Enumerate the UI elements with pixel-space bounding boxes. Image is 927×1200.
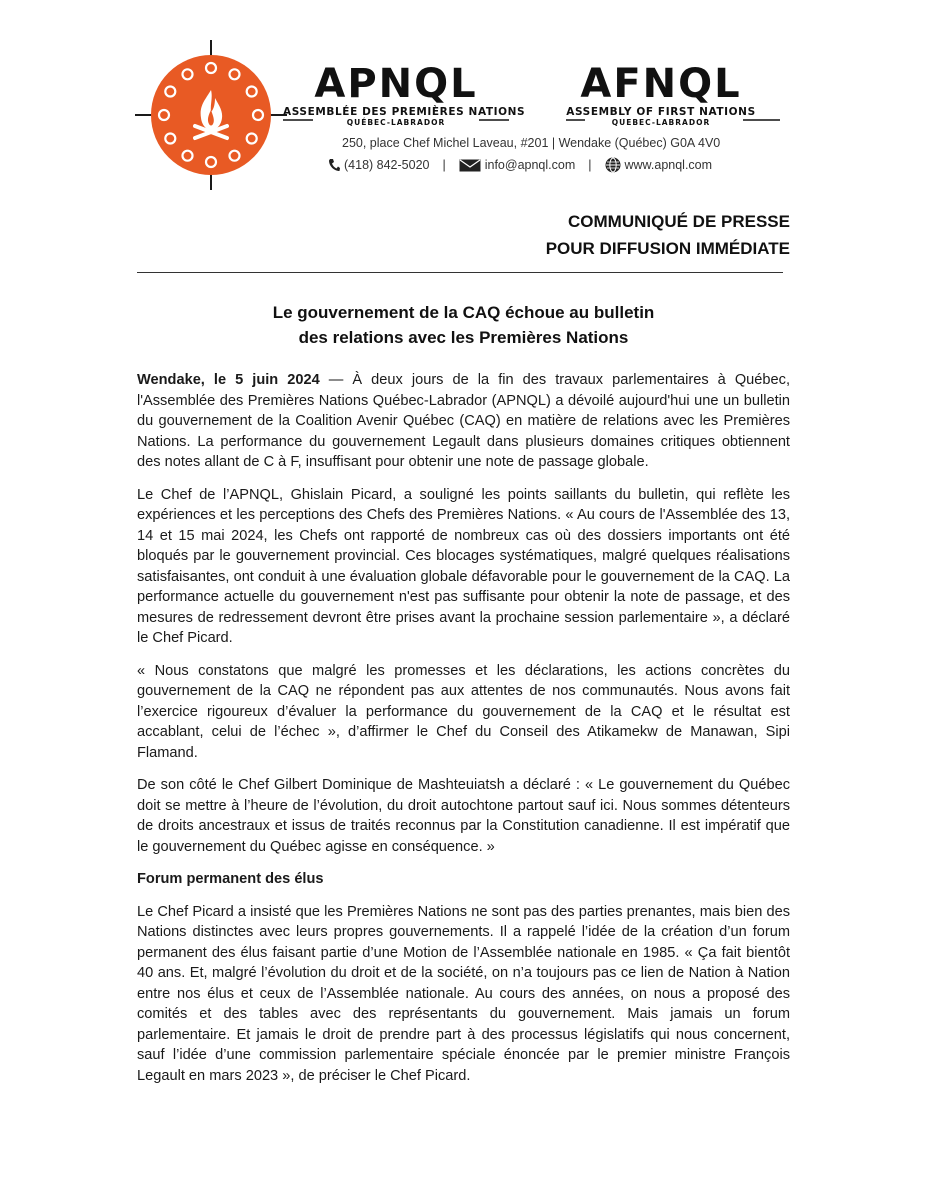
org-line1-fr: ASSEMBLÉE DES PREMIÈRES NATIONS bbox=[283, 106, 526, 118]
org-line2-fr: QUÉBEC-LABRADOR bbox=[346, 118, 446, 127]
separator: | bbox=[588, 158, 592, 172]
address: 250, place Chef Michel Laveau, #201 | Wendake (Québec) G0A 4V0 bbox=[342, 136, 721, 150]
headline bbox=[137, 300, 790, 350]
body-text bbox=[137, 370, 790, 1098]
org-name-en: AFNQL bbox=[580, 61, 742, 107]
email-icon bbox=[459, 159, 481, 172]
press-line2: POUR DIFFUSION IMMÉDIATE bbox=[545, 239, 790, 258]
phone-icon bbox=[328, 158, 340, 172]
org-line1-en: ASSEMBLY OF FIRST NATIONS bbox=[566, 106, 756, 118]
dateline: Wendake, le 5 juin 2024 bbox=[137, 372, 320, 388]
paragraph-3: « Nous constatons que malgré les promesses et les déclarations, les actions concrètes du gouvernement de la CAQ ne répondent pas aux attentes de nos communautés. Nous avons fait l’exercice rigoureux d’évaluer la performance du gouvernement de la CAQ et le résultat est accablant, celui de l’échec », d’affirmer le Chef du Conseil des Atikamekw de Manawan, Sipi Flamand. bbox=[137, 662, 790, 761]
paragraph-1-text: — À deux jours de la fin des travaux parlementaires à Québec, l'Assemblée des Premières Nations Québec-Labrador (APNQL) a dévoilé aujourd'hui une un bulletin du gouvernement de la Coalition Avenir Québec (CAQ) en matière de relations avec les Premières Nations. La performance du gouvernement Legault dans plusieurs domaines critiques obtiennent des notes allant de C à F, insuffisant pour obtenir une note de passage globale. bbox=[137, 372, 790, 470]
email-address: info@apnql.com bbox=[484, 158, 576, 172]
headline-line2: des relations avec les Premières Nations bbox=[298, 328, 629, 347]
press-release-label bbox=[546, 208, 790, 262]
org-line2-en: QUEBEC-LABRADOR bbox=[611, 118, 711, 127]
apnql-logo bbox=[135, 40, 287, 190]
paragraph-2: Le Chef de l’APNQL, Ghislain Picard, a souligné les points saillants du bulletin, qui reflète les expériences et les perceptions des Chefs des Premières Nations. « Au cours de l'Assemblée des 13, 14 et 15 mai 2024, les Chefs ont rapporté de nombreux cas où des dossiers importants ont été bloqués par le gouvernement provincial. Ces blocages systématiques, malgré quelques réalisations satisfaisantes, ont conduit à une évaluation globale défavorable pour le gouvernement de la CAQ. La performance actuelle du gouvernement n'est pas suffisante pour obtenir la note de passage, et des mesures de redressement devront être prises avant la prochaine session parlementaire », a déclaré le Chef Picard. bbox=[137, 486, 790, 646]
paragraph-4: De son côté le Chef Gilbert Dominique de Mashteuiatsh a déclaré : « Le gouvernement du Québec doit se mettre à l’heure de l’évolution, du droit autochtone partout sauf ici. Nous sommes détenteurs de droits ancestraux et issus de traités reconnus par la Constitution canadienne. Il est impératif que le gouvernement du Québec agisse en conséquence. » bbox=[137, 777, 790, 855]
headline-line1: Le gouvernement de la CAQ échoue au bulletin bbox=[272, 303, 655, 322]
website-url: www.apnql.com bbox=[624, 158, 713, 172]
phone-number: (418) 842-5020 bbox=[344, 158, 430, 172]
separator: | bbox=[442, 158, 446, 172]
paragraph-5: Le Chef Picard a insisté que les Premières Nations ne sont pas des parties prenantes, mais bien des Nations distinctes avec leurs propres gouvernements. Il a rappelé l’idée de la création d’un forum permanent des élus faisant partie d’une Motion de l’Assemblée nationale en 1985. « Ça fait bientôt 40 ans. Et, malgré l’évolution du droit et de la société, on n’a toujours pas ce lien de Nation à Nation entre nos élus et ceux de l’Assemblée nationale. Au cours des années, on nous a proposé des comités et des tables avec des représentants du gouvernement. Mais jamais un forum parlementaire. Et jamais le droit de prendre part à des processus législatifs qui nous concernent, sauf l’idée d’une commission parlementaire spéciale énoncée par le premier ministre François Legault en mars 2023 », de préciser le Chef Picard. bbox=[137, 903, 790, 1084]
contact-line bbox=[328, 157, 712, 173]
press-line1: COMMUNIQUÉ DE PRESSE bbox=[568, 212, 790, 231]
section-heading: Forum permanent des élus bbox=[137, 871, 324, 887]
globe-icon bbox=[605, 157, 621, 173]
org-name-fr: APNQL bbox=[314, 61, 478, 107]
letterhead-rules bbox=[283, 116, 793, 124]
paragraph-1 bbox=[137, 370, 790, 473]
divider bbox=[137, 272, 783, 273]
